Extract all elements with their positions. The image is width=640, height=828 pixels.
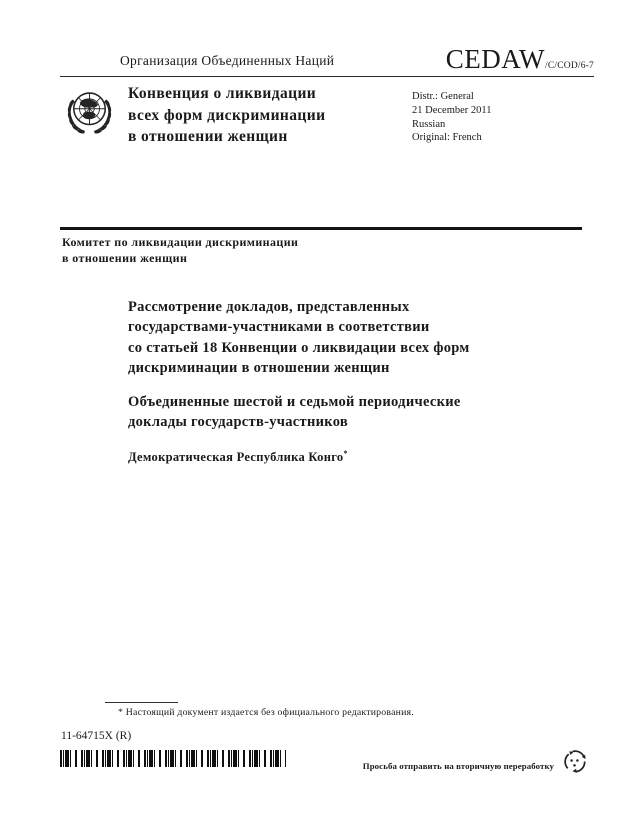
convention-title-line: всех форм дискриминации bbox=[128, 106, 326, 124]
recycle-icon bbox=[559, 746, 590, 777]
report-subtitle-line: доклады государств-участников bbox=[128, 414, 349, 431]
recycle-text: Просьба отправить на вторичную переработку bbox=[362, 760, 554, 771]
doc-symbol-small: /C/COD/6-7 bbox=[545, 61, 594, 71]
doc-symbol bbox=[446, 44, 594, 75]
original-language-line: Original: French bbox=[412, 132, 482, 144]
convention-title bbox=[128, 83, 325, 148]
un-emblem-icon bbox=[59, 84, 120, 145]
country-name bbox=[128, 449, 528, 465]
header-rule bbox=[60, 76, 594, 77]
footnote bbox=[118, 707, 414, 718]
footnote-marker: * bbox=[118, 707, 124, 718]
distr-line: Distr.: General bbox=[412, 91, 474, 102]
report-subtitle bbox=[128, 392, 528, 433]
footnote-rule bbox=[105, 702, 178, 703]
country-name-text: Демократическая Республика Конго bbox=[128, 450, 344, 465]
distribution-block bbox=[412, 90, 492, 145]
date-line: 21 December 2011 bbox=[412, 104, 492, 116]
convention-title-line: в отношении женщин bbox=[128, 128, 288, 146]
convention-title-line: Конвенция о ликвидации bbox=[128, 85, 317, 102]
main-block bbox=[128, 297, 528, 466]
report-title-line: со статьей 18 Конвенции о ликвидации всех форм bbox=[128, 339, 470, 356]
report-title bbox=[128, 297, 528, 379]
barcode bbox=[60, 750, 286, 767]
report-title-line: дискриминации в отношении женщин bbox=[128, 360, 390, 377]
committee-heading bbox=[62, 234, 298, 266]
recycle-notice bbox=[363, 746, 590, 777]
section-rule bbox=[60, 227, 582, 230]
committee-heading-line: в отношении женщин bbox=[62, 251, 188, 265]
doc-symbol-large: CEDAW bbox=[445, 44, 546, 74]
report-subtitle-line: Объединенные шестой и седьмой периодические bbox=[128, 393, 461, 410]
org-name: Организация Объединенных Наций bbox=[120, 53, 335, 68]
report-title-line: Рассмотрение докладов, представленных bbox=[128, 299, 410, 315]
report-title-line: государствами-участниками в соответствии bbox=[128, 319, 430, 336]
language-line: Russian bbox=[412, 118, 446, 130]
document-number: 11-64715X (R) bbox=[61, 730, 132, 742]
committee-heading-line: Комитет по ликвидации дискриминации bbox=[62, 235, 299, 249]
footnote-text: Настоящий документ издается без официального редактирования. bbox=[125, 707, 414, 718]
country-footnote-marker: * bbox=[343, 449, 348, 459]
